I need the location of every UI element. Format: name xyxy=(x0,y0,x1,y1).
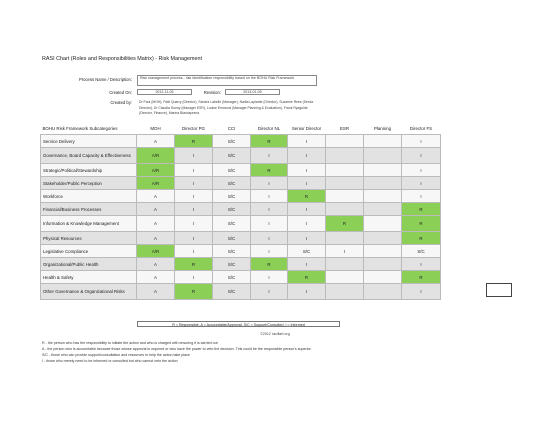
revision-field: 2013-01-05 xyxy=(225,89,280,95)
rasi-cell: R xyxy=(251,258,288,271)
rasi-cell: A xyxy=(137,135,175,148)
rasi-cell: I xyxy=(402,177,441,190)
table-row xyxy=(41,164,441,177)
row-subcategory: Other Governance & Organizational Risks xyxy=(41,284,137,300)
rasi-cell: S/C xyxy=(213,232,251,245)
rasi-cell xyxy=(364,190,402,203)
rasi-cell xyxy=(364,284,402,300)
rasi-cell xyxy=(364,271,402,284)
empty-box xyxy=(486,283,512,297)
rasi-cell: S/C xyxy=(213,190,251,203)
rasi-cell: I xyxy=(288,148,326,164)
rasi-cell: A xyxy=(137,271,175,284)
rasi-cell: I xyxy=(288,203,326,216)
rasi-cell: S/C xyxy=(213,164,251,177)
rasi-cell xyxy=(364,203,402,216)
row-subcategory: Health & Safety xyxy=(41,271,137,284)
process-label: Process Name / Description: xyxy=(78,77,132,82)
process-field: Risk management process - risk identification responsibility based on the BOHU Risk Framework xyxy=(137,75,317,86)
table-row xyxy=(41,271,441,284)
column-header: ESR xyxy=(339,125,350,131)
rasi-cell: I xyxy=(175,203,213,216)
rasi-cell: I xyxy=(251,190,288,203)
rasi-cell: I xyxy=(175,216,213,232)
table-row xyxy=(41,190,441,203)
rasi-cell: I xyxy=(402,135,441,148)
note-support: S/C - those who can provide support/consultation and resources to help the action take place xyxy=(42,353,190,357)
rasi-cell: I xyxy=(251,271,288,284)
row-subcategory: Governance, Board Capacity & Effectiveness xyxy=(41,148,137,164)
rasi-cell: A xyxy=(137,284,175,300)
rasi-cell: R xyxy=(402,203,441,216)
rasi-cell xyxy=(326,258,364,271)
rasi-cell xyxy=(364,135,402,148)
rasi-cell: R xyxy=(175,258,213,271)
rasi-cell: I xyxy=(251,284,288,300)
rasi-cell: I xyxy=(251,245,288,258)
rasi-cell: S/C xyxy=(213,271,251,284)
rasi-cell: R xyxy=(402,232,441,245)
revision-label: Revision: xyxy=(203,90,221,95)
table-row xyxy=(41,177,441,190)
rasi-cell xyxy=(326,271,364,284)
rasi-cell: S/C xyxy=(213,216,251,232)
column-header: Director PG xyxy=(182,125,205,131)
created-by-field: Dr Paul (MOH), Patti Quarry (Director), Sandra Labelle (Manager), Nadia Laplante (Director), Suzanne Rees (Senior Director), Dr Claudia Sunny (Manager ESR), Louise Emmons (Manager Planning & Evaluation), Frank Ryaguide (Director, Finance), Marina Blancaprena xyxy=(139,100,314,115)
row-subcategory: Legislative Compliance xyxy=(41,245,137,258)
notes xyxy=(42,340,312,364)
table-row xyxy=(41,284,441,300)
rasi-cell: I xyxy=(175,164,213,177)
rasi-cell: R xyxy=(402,271,441,284)
table-row xyxy=(41,148,441,164)
table-row xyxy=(41,245,441,258)
table-row xyxy=(41,135,441,148)
rasi-cell: I xyxy=(251,216,288,232)
created-on-label: Created On: xyxy=(109,90,132,95)
rasi-cell: I xyxy=(175,271,213,284)
rasi-cell: A/R xyxy=(137,245,175,258)
table-row xyxy=(41,258,441,271)
rasi-cell: S/C xyxy=(213,135,251,148)
note-accountable: A - the person who is accountable because those whose approval is required or who have the power to veto the decision. This could be the responsible person's superior. xyxy=(42,347,312,351)
rasi-cell: S/C xyxy=(288,245,326,258)
rasi-cell: I xyxy=(402,284,441,300)
created-on-field: 2012-11-05 xyxy=(137,89,192,95)
rasi-cell: A/R xyxy=(137,164,175,177)
rasi-cell: R xyxy=(175,135,213,148)
row-subcategory: Service Delivery xyxy=(41,135,137,148)
rasi-cell xyxy=(364,164,402,177)
rasi-cell: R xyxy=(288,190,326,203)
row-subcategory: Financial/Business Processes xyxy=(41,203,137,216)
copyright: ©2012 raciliart.org xyxy=(260,332,290,336)
rasi-cell xyxy=(326,232,364,245)
rasi-cell: S/C xyxy=(213,203,251,216)
legend: R = Responsible, A = Accountable/Approval, S/C = Support/Consulted, I = Informed xyxy=(137,321,340,327)
rasi-cell xyxy=(326,135,364,148)
rasi-cell xyxy=(326,177,364,190)
rasi-cell: A/R xyxy=(137,177,175,190)
rasi-cell: R xyxy=(288,271,326,284)
row-subcategory: Stakeholder/Public Perception xyxy=(41,177,137,190)
rasi-cell xyxy=(326,148,364,164)
rasi-cell: I xyxy=(288,164,326,177)
rasi-cell: A/R xyxy=(137,148,175,164)
rasi-cell: A xyxy=(137,258,175,271)
rasi-cell: R xyxy=(251,135,288,148)
rasi-cell: I xyxy=(288,284,326,300)
rasi-cell: I xyxy=(326,245,364,258)
row-subcategory: Physical Resources xyxy=(41,232,137,245)
rasi-cell: S/C xyxy=(213,148,251,164)
created-by-label: Created by: xyxy=(110,100,132,105)
rasi-cell: S/C xyxy=(213,177,251,190)
table-row xyxy=(41,203,441,216)
rasi-cell: A xyxy=(137,216,175,232)
rasi-cell: I xyxy=(402,258,441,271)
rasi-cell: I xyxy=(288,216,326,232)
column-header: Director FS xyxy=(409,125,433,131)
rasi-cell: I xyxy=(251,203,288,216)
rasi-cell: I xyxy=(251,148,288,164)
rasi-cell xyxy=(364,258,402,271)
rasi-cell: I xyxy=(288,258,326,271)
rasi-cell: I xyxy=(251,177,288,190)
header-subcategories: BOHU Risk Framework Subcategories xyxy=(42,125,118,131)
row-subcategory: Strategic/Political/Stewardship xyxy=(41,164,137,177)
rasi-cell xyxy=(326,190,364,203)
rasi-cell xyxy=(326,284,364,300)
rasi-cell: R xyxy=(402,216,441,232)
column-header: CCI xyxy=(227,125,236,131)
rasi-cell xyxy=(364,232,402,245)
rasi-cell: I xyxy=(175,190,213,203)
rasi-cell: I xyxy=(288,232,326,245)
rasi-cell: I xyxy=(175,148,213,164)
rasi-cell: I xyxy=(251,232,288,245)
rasi-cell: I xyxy=(402,164,441,177)
rasi-table xyxy=(40,122,441,300)
rasi-cell: I xyxy=(402,148,441,164)
rasi-cell: R xyxy=(251,164,288,177)
rasi-cell: A xyxy=(137,232,175,245)
rasi-cell xyxy=(364,245,402,258)
rasi-cell: R xyxy=(175,284,213,300)
rasi-cell xyxy=(364,148,402,164)
rasi-cell: I xyxy=(402,190,441,203)
rasi-cell: S/C xyxy=(213,245,251,258)
rasi-cell xyxy=(364,177,402,190)
row-subcategory: Organizational/Public Health xyxy=(41,258,137,271)
row-subcategory: Workforce xyxy=(41,190,137,203)
rasi-cell: S/C xyxy=(213,258,251,271)
rasi-cell: I xyxy=(175,177,213,190)
rasi-cell xyxy=(364,216,402,232)
column-header: MOH xyxy=(150,125,161,131)
rasi-cell: A xyxy=(137,190,175,203)
rasi-cell: R xyxy=(326,216,364,232)
rasi-cell: I xyxy=(288,135,326,148)
rasi-cell xyxy=(326,203,364,216)
rasi-cell: I xyxy=(175,245,213,258)
rasi-cell: S/C xyxy=(213,284,251,300)
row-subcategory: Information & Knowledge Management xyxy=(41,216,137,232)
rasi-cell: I xyxy=(175,232,213,245)
column-header: Planning xyxy=(373,125,392,131)
rasi-cell: I xyxy=(288,177,326,190)
table-row xyxy=(41,232,441,245)
column-header: Senior Director xyxy=(291,125,322,131)
rasi-cell: A xyxy=(137,203,175,216)
note-responsible: R - the person who has the responsibility to initiate the action and who is charged with ensuring it is carried out xyxy=(42,341,218,345)
table-row xyxy=(41,216,441,232)
rasi-cell: S/C xyxy=(402,245,441,258)
page-title: RASI Chart (Roles and Responsibilities Matrix) - Risk Management xyxy=(42,56,202,62)
rasi-cell xyxy=(326,164,364,177)
note-informed: I - those who merely need to be informed or consulted but who cannot veto the action xyxy=(42,359,178,363)
column-header: Director NL xyxy=(257,125,281,131)
table-header-row xyxy=(41,122,441,135)
